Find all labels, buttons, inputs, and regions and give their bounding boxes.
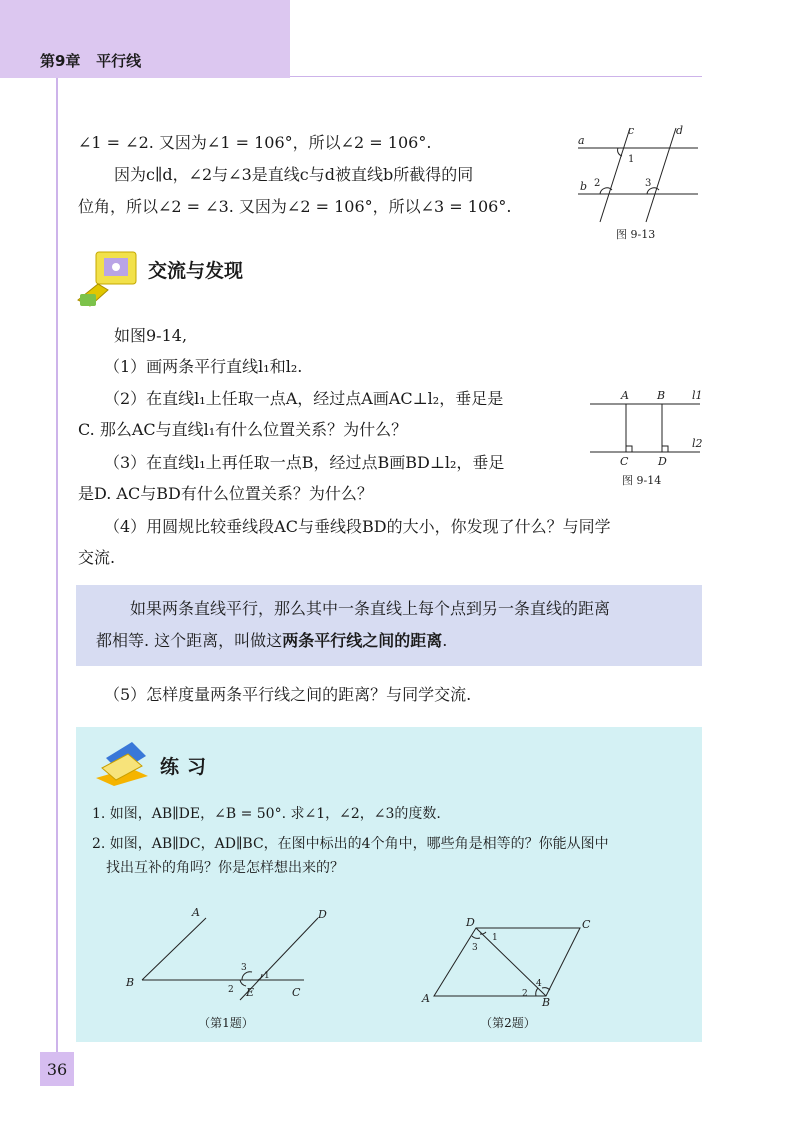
proof-line-3: 位角，所以∠2 = ∠3. 又因为∠2 = 106°，所以∠3 = 106°. <box>78 197 512 216</box>
figure-9-13-caption: 图 9-13 <box>616 228 656 241</box>
angle-label-2: 2 <box>522 989 528 999</box>
line-BA <box>142 918 206 980</box>
label-l1: l1 <box>692 389 703 402</box>
explore-step-2a: （2）在直线l₁上任取一点A，经过点A画AC⊥l₂，垂足是 <box>104 389 504 408</box>
angle-arc-1 <box>258 974 262 980</box>
label-A: A <box>192 906 200 919</box>
angle-label-3: 3 <box>241 963 247 973</box>
practice-title: 练习 <box>160 756 215 778</box>
practice-question-1: 1. 如图，AB∥DE，∠B = 50°. 求∠1，∠2，∠3的度数. <box>92 806 441 822</box>
angle-label-2: 2 <box>594 178 601 189</box>
proof-line-1: ∠1 = ∠2. 又因为∠1 = 106°，所以∠2 = 106°. <box>78 133 432 152</box>
angle-arc-2 <box>536 988 538 996</box>
figure-9-14-caption: 图 9-14 <box>622 474 662 487</box>
margin-rule <box>56 78 58 1058</box>
label-C: C <box>292 986 301 999</box>
label-b: b <box>580 180 588 193</box>
explore-step-1: （1）画两条平行直线l₁和l₂. <box>104 357 303 376</box>
label-c: c <box>628 124 635 137</box>
label-A: A <box>621 389 629 402</box>
angle-label-4: 4 <box>536 979 542 989</box>
conclusion-line-2 <box>96 629 447 653</box>
practice-question-2b: 找出互补的角吗？你是怎样想出来的？ <box>106 860 344 876</box>
label-a: a <box>578 134 585 147</box>
label-B: B <box>657 389 666 402</box>
conclusion-text-suffix: . <box>442 631 448 650</box>
explore-intro: 如图9-14, <box>114 326 188 345</box>
angle-label-3: 3 <box>472 943 478 953</box>
line-c <box>600 128 630 222</box>
practice-icon <box>92 738 152 786</box>
right-angle-C <box>626 446 632 452</box>
label-E: E <box>246 986 255 999</box>
explore-step-5: （5）怎样度量两条平行线之间的距离？与同学交流. <box>104 685 472 704</box>
proof-line-2: 因为c∥d，∠2与∠3是直线c与d被直线b所截得的同 <box>114 165 474 184</box>
chapter-number: 第9章 <box>40 52 81 70</box>
label-C: C <box>620 455 629 468</box>
explore-step-2b: C. 那么AC与直线l₁有什么位置关系？为什么？ <box>78 420 408 439</box>
label-D: D <box>318 908 327 921</box>
explore-step-4b: 交流. <box>78 548 116 567</box>
label-D: D <box>658 455 667 468</box>
figure-9-13 <box>572 122 702 242</box>
label-D: D <box>466 916 475 929</box>
parallelogram-ABCD <box>434 928 580 996</box>
explore-step-3b: 是D. AC与BD有什么位置关系？为什么？ <box>78 484 373 503</box>
practice-figure-2-caption: （第2题） <box>480 1016 536 1030</box>
page-number: 36 <box>46 1060 68 1079</box>
header-divider <box>290 76 702 77</box>
explore-icon <box>74 250 140 310</box>
definition-term: 两条平行线之间的距离 <box>282 631 443 650</box>
explore-step-4a: （4）用圆规比较垂线段AC与垂线段BD的大小，你发现了什么？与同学 <box>104 517 611 536</box>
conclusion-line-1: 如果两条直线平行，那么其中一条直线上每个点到另一条直线的距离 <box>130 599 611 618</box>
conclusion-text-prefix: 都相等. 这个距离，叫做这 <box>96 631 283 650</box>
practice-question-2a: 2. 如图，AB∥DC，AD∥BC，在图中标出的4个角中，哪些角是相等的？你能从图中 <box>92 836 609 852</box>
angle-label-1: 1 <box>628 154 635 165</box>
line-d <box>646 128 676 222</box>
figure-9-14 <box>588 386 702 490</box>
label-A: A <box>422 992 430 1005</box>
label-C: C <box>582 918 591 931</box>
label-l2: l2 <box>692 437 703 450</box>
angle-label-1: 1 <box>492 933 498 943</box>
practice-figure-1 <box>122 902 327 999</box>
right-angle-D <box>662 446 668 452</box>
label-B: B <box>542 996 551 1009</box>
practice-figure-1-caption: （第1题） <box>198 1016 254 1030</box>
label-d: d <box>676 124 684 137</box>
angle-arc-3 <box>472 936 480 938</box>
angle-label-1: 1 <box>264 971 270 981</box>
angle-label-3: 3 <box>645 178 652 189</box>
explore-step-3a: （3）在直线l₁上再任取一点B，经过点B画BD⊥l₂，垂足 <box>104 453 505 472</box>
explore-title: 交流与发现 <box>148 260 244 282</box>
angle-label-2: 2 <box>228 985 234 995</box>
practice-figure-2 <box>420 910 600 1010</box>
chapter-title <box>40 50 141 71</box>
chapter-name: 平行线 <box>96 52 142 70</box>
label-B: B <box>126 976 135 989</box>
